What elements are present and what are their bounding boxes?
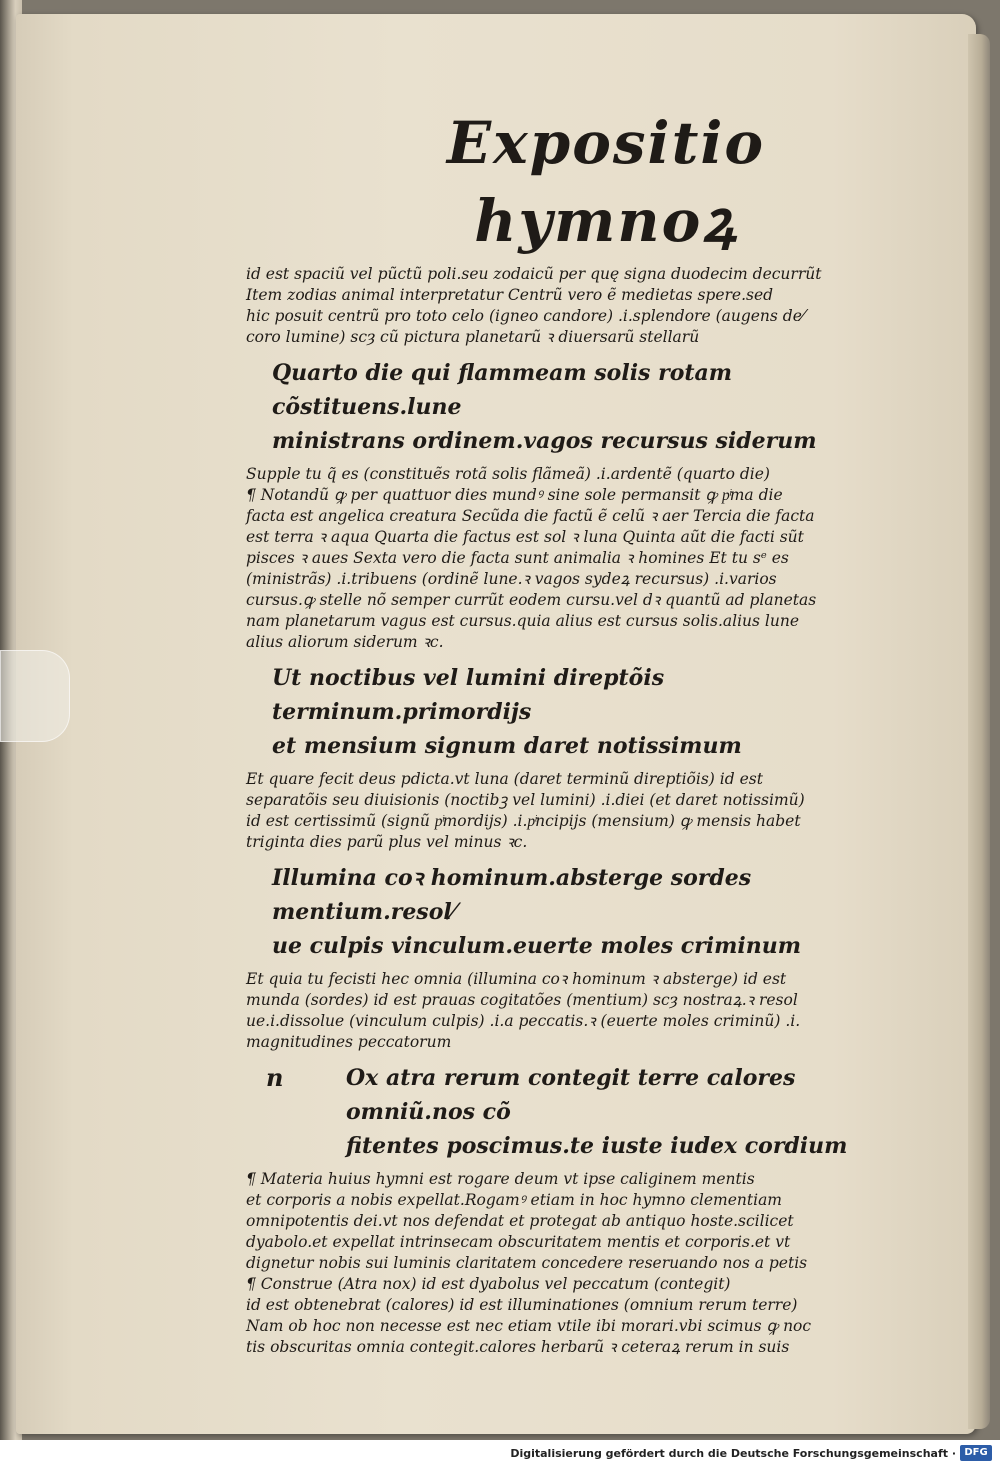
verse-4: Ox atra rerum contegit terre calores omniũ.nos cõ fitentes poscimus.te iuste iudex cordium: [346, 1065, 848, 1159]
footer-credit: Digitalisierung gefördert durch die Deutsche Forschungsgemeinschaft ·: [510, 1447, 956, 1460]
gloss-4: Et quia tu fecisti hec omnia (illumina coꝛ hominum ꝛ absterge) id est munda (sordes) id est prauas cogitatões (mentium) scȝ nostraꝝ.ꝛ resol ue.i.dissolue (vinculum culpis) .i.a peccatis.ꝛ (euerte moles criminũ) .i. magnitudines peccatorum: [246, 970, 801, 1051]
gloss-5: ¶ Materia huius hymni est rogare deum vt ipse caliginem mentis et corporis a nobis expellat.Rogamꝰ etiam in hoc hymno clementiam omnipotentis dei.vt nos defendat et protegat ab antiquo hoste.scilicet dyabolo.et expellat intrinsecam obscuritatem mentis et corporis.et vt dignetur nobis sui luminis claritatem concedere reseruando nos a petis ¶ Construe (Atra nox) id est dyabolus vel peccatum (contegit) id est obtenebrat (calores) id est illuminationes (omnium rerum terre) Nam ob hoc non necesse est nec etiam vtile ibi morari.vbi scimus ꝙ noc tis obscuritas omnia contegit.calores herbarũ ꝛ ceteraꝝ rerum in suis: [246, 1170, 812, 1356]
verse-4-block: [246, 1061, 906, 1163]
page-title: Expositio hymnoꝝ: [446, 109, 766, 255]
verse-2: Ut noctibus vel lumini direptõis terminum.primordijs et mensium signum daret notissimum: [272, 665, 742, 759]
book-page: [16, 14, 976, 1434]
verse-1: Quarto die qui flammeam solis rotam cõstituens.lune ministrans ordinem.vagos recursus siderum: [272, 360, 817, 454]
page-text: [246, 104, 906, 1358]
dfg-logo-icon: DFG: [960, 1445, 992, 1461]
verse-initial-letter: n: [266, 1063, 284, 1092]
page-clip: [0, 650, 70, 742]
gloss-3: Et quare fecit deus pdicta.vt luna (daret terminũ direptiõis) id est separatõis seu diuisionis (noctibꝫ vel lumini) .i.diei (et daret notissimũ) id est certissimũ (signũ pͥmordijs) .i.pͥncipijs (mensium) ꝙ mensis habet triginta dies parũ plus vel minus ꝛc.: [246, 770, 805, 851]
verse-3: Illumina coꝛ hominum.absterge sordes mentium.resol⁄ ue culpis vinculum.euerte moles criminum: [272, 865, 801, 959]
gloss-2: Supple tu q̃ es (constituẽs rotã solis flãmeã) .i.ardentẽ (quarto die) ¶ Notandũ ꝙ per quattuor dies mundꝰ sine sole permansit ꝙ pͥma die facta est angelica creatura Secũda die factũ ẽ celũ ꝛ aer Tercia die facta est terra ꝛ aqua Quarta die factus est sol ꝛ luna Quinta aũt die facti sũt pisces ꝛ aues Sexta vero die facta sunt animalia ꝛ homines Et tu sᵉ es (ministrãs) .i.tribuens (ordinẽ lune.ꝛ vagos sydeꝝ recursus) .i.varios cursus.ꝙ stelle nõ semper currũt eodem cursu.vel dꝛ quantũ ad planetas nam planetarum vagus est cursus.quia alius est cursus solis.alius lune alius aliorum siderum ꝛc.: [246, 465, 817, 651]
footer-bar: [0, 1440, 1000, 1468]
page-right-edge: [968, 34, 990, 1429]
gloss-1: id est spaciũ vel pũctũ poli.seu zodaicũ per quę signa duodecim decurrũt Item zodias animal interpretatur Centrũ vero ẽ medietas spere.sed hic posuit centrũ pro toto celo (igneo candore) .i.splendore (augens de⁄ coro lumine) scȝ cũ pictura planetarũ ꝛ diuersarũ stellarũ: [246, 265, 822, 346]
